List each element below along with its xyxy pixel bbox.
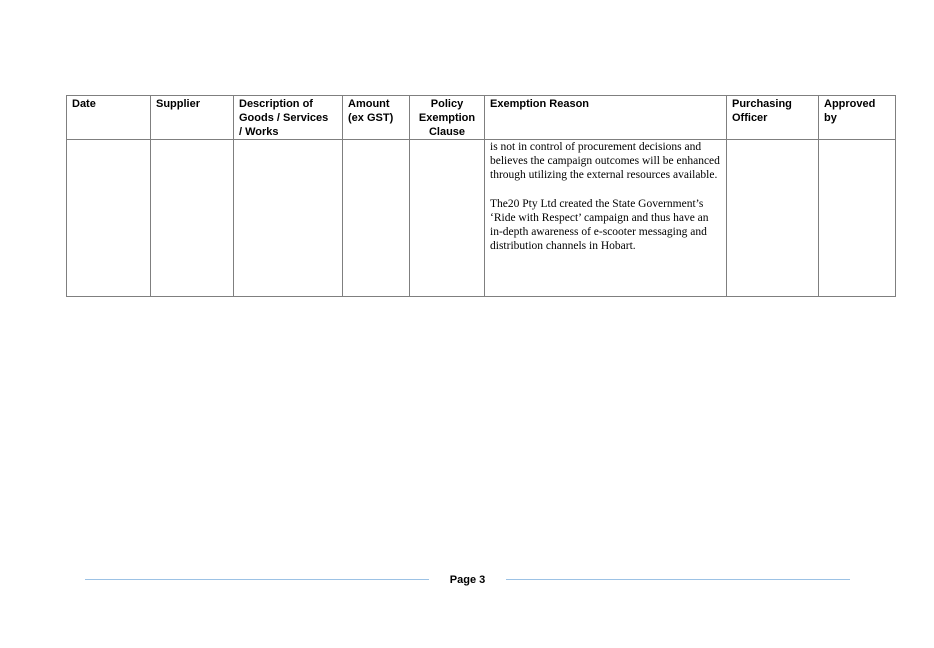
header-policy-exemption-clause: Policy Exemption Clause — [410, 96, 485, 140]
header-description: Description of Goods / Services / Works — [234, 96, 343, 140]
header-exemption-reason: Exemption Reason — [485, 96, 727, 140]
header-approved-by: Approved by — [819, 96, 896, 140]
cell-description — [234, 140, 343, 297]
reason-paragraph-1: is not in control of procurement decisions and believes the campaign outcomes will be enhanced through utilizing the external resources available. — [490, 141, 720, 182]
footer-rule-right — [506, 579, 850, 580]
header-purchasing-officer: Purchasing Officer — [727, 96, 819, 140]
cell-amount — [343, 140, 410, 297]
cell-purchasing-officer — [727, 140, 819, 297]
footer-rule-left — [85, 579, 429, 580]
table-header-row — [67, 96, 896, 140]
page-footer — [85, 572, 850, 588]
reason-paragraph-2: The20 Pty Ltd created the State Government’s ‘Ride with Respect’ campaign and thus have an in-depth awareness of e-scooter messaging and distribution channels in Hobart. — [490, 197, 709, 253]
cell-policy-clause — [410, 140, 485, 297]
exemption-register-table — [66, 95, 896, 297]
cell-date — [67, 140, 151, 297]
header-date: Date — [67, 96, 151, 140]
page-number: Page 3 — [449, 574, 486, 586]
cell-supplier — [151, 140, 234, 297]
header-supplier: Supplier — [151, 96, 234, 140]
cell-approved-by — [819, 140, 896, 297]
table-row — [67, 140, 896, 297]
header-amount: Amount (ex GST) — [343, 96, 410, 140]
cell-exemption-reason — [485, 140, 727, 297]
